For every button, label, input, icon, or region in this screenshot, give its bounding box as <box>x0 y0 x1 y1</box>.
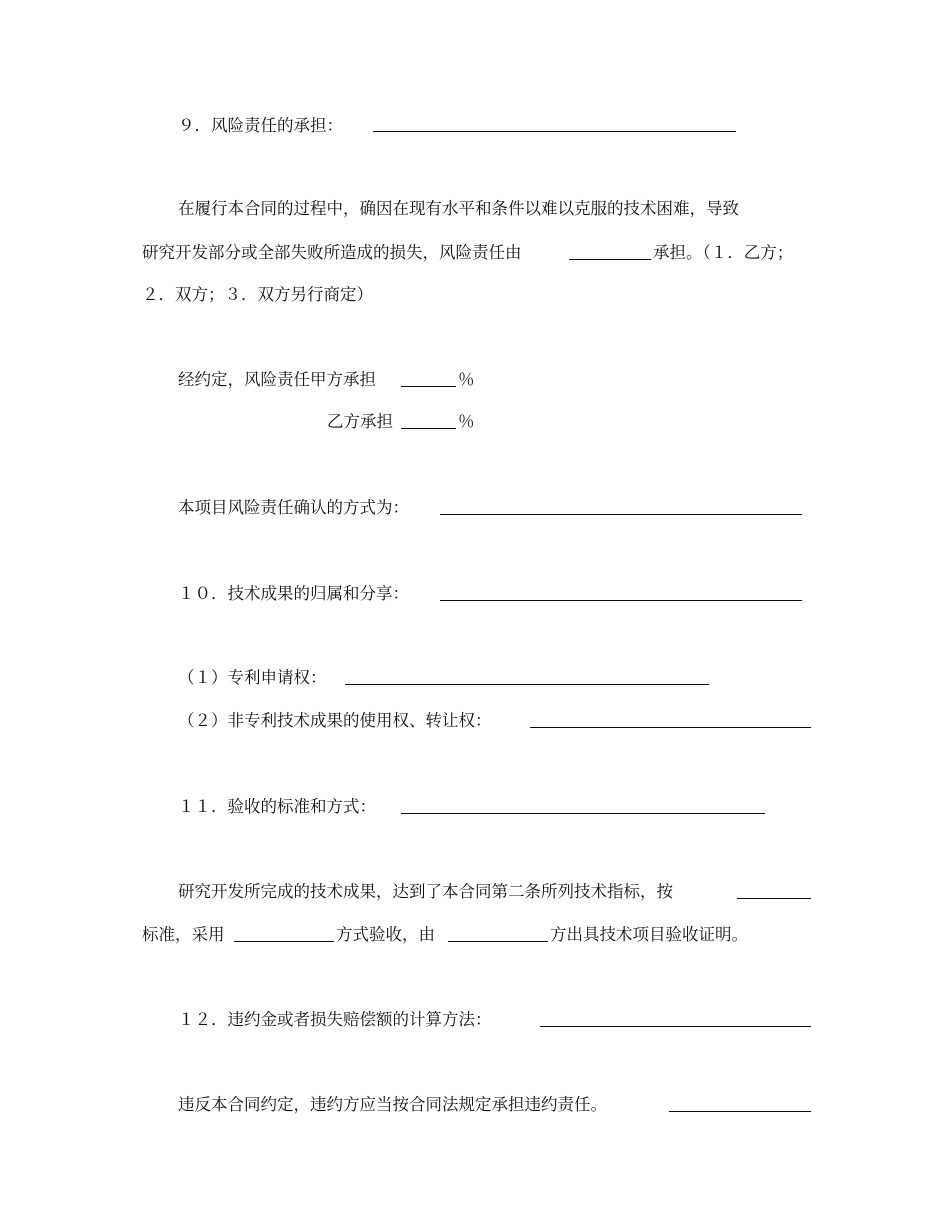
acceptance-paragraph-line-2a: 标准，采用 <box>142 925 225 944</box>
section-11-blank[interactable] <box>401 813 765 814</box>
section-9-heading: ９．风险责任的承担： <box>178 116 343 135</box>
acceptance-paragraph-line-2c: 方出具技术项目验收证明。 <box>550 925 748 944</box>
non-patent-right-label: （２）非专利技术成果的使用权、转让权： <box>178 711 492 730</box>
patent-right-label: （１）专利申请权： <box>178 668 327 687</box>
risk-paragraph-line-1: 在履行本合同的过程中，确因在现有水平和条件以难以克服的技术困难，导致 <box>178 199 739 218</box>
risk-party-blank[interactable] <box>569 259 651 260</box>
party-a-share-blank[interactable] <box>401 386 456 387</box>
section-12-blank[interactable] <box>540 1026 811 1027</box>
section-10-blank[interactable] <box>440 600 802 601</box>
party-b-share-blank[interactable] <box>401 428 456 429</box>
acceptance-standard-blank[interactable] <box>737 898 811 899</box>
risk-paragraph-line-2b: 承担。（１．乙方； <box>653 243 794 262</box>
breach-blank[interactable] <box>669 1111 811 1112</box>
party-b-percent-sign: ％ <box>458 412 475 431</box>
acceptance-issuer-blank[interactable] <box>448 941 548 942</box>
risk-paragraph-line-2a: 研究开发部分或全部失败所造成的损失，风险责任由 <box>142 243 522 262</box>
risk-confirm-method-blank[interactable] <box>440 514 802 515</box>
non-patent-right-blank[interactable] <box>530 727 811 728</box>
acceptance-paragraph-line-2b: 方式验收，由 <box>336 925 435 944</box>
section-9-blank[interactable] <box>373 131 736 132</box>
section-11-heading: １１．验收的标准和方式： <box>178 797 376 816</box>
breach-paragraph: 违反本合同约定，违约方应当按合同法规定承担违约责任。 <box>178 1095 607 1114</box>
section-10-heading: １０．技术成果的归属和分享： <box>178 584 409 603</box>
risk-paragraph-line-3: ２．双方；３．双方另行商定） <box>142 285 373 304</box>
patent-right-blank[interactable] <box>345 684 709 685</box>
section-12-heading: １２．违约金或者损失赔偿额的计算方法： <box>178 1010 492 1029</box>
party-a-percent-sign: ％ <box>458 370 475 389</box>
party-a-share-label: 经约定，风险责任甲方承担 <box>178 370 376 389</box>
risk-confirm-method-label: 本项目风险责任确认的方式为： <box>178 498 409 517</box>
acceptance-paragraph-line-1: 研究开发所完成的技术成果，达到了本合同第二条所列技术指标，按 <box>178 882 673 901</box>
party-b-share-label: 乙方承担 <box>327 412 393 431</box>
acceptance-method-blank[interactable] <box>234 941 334 942</box>
